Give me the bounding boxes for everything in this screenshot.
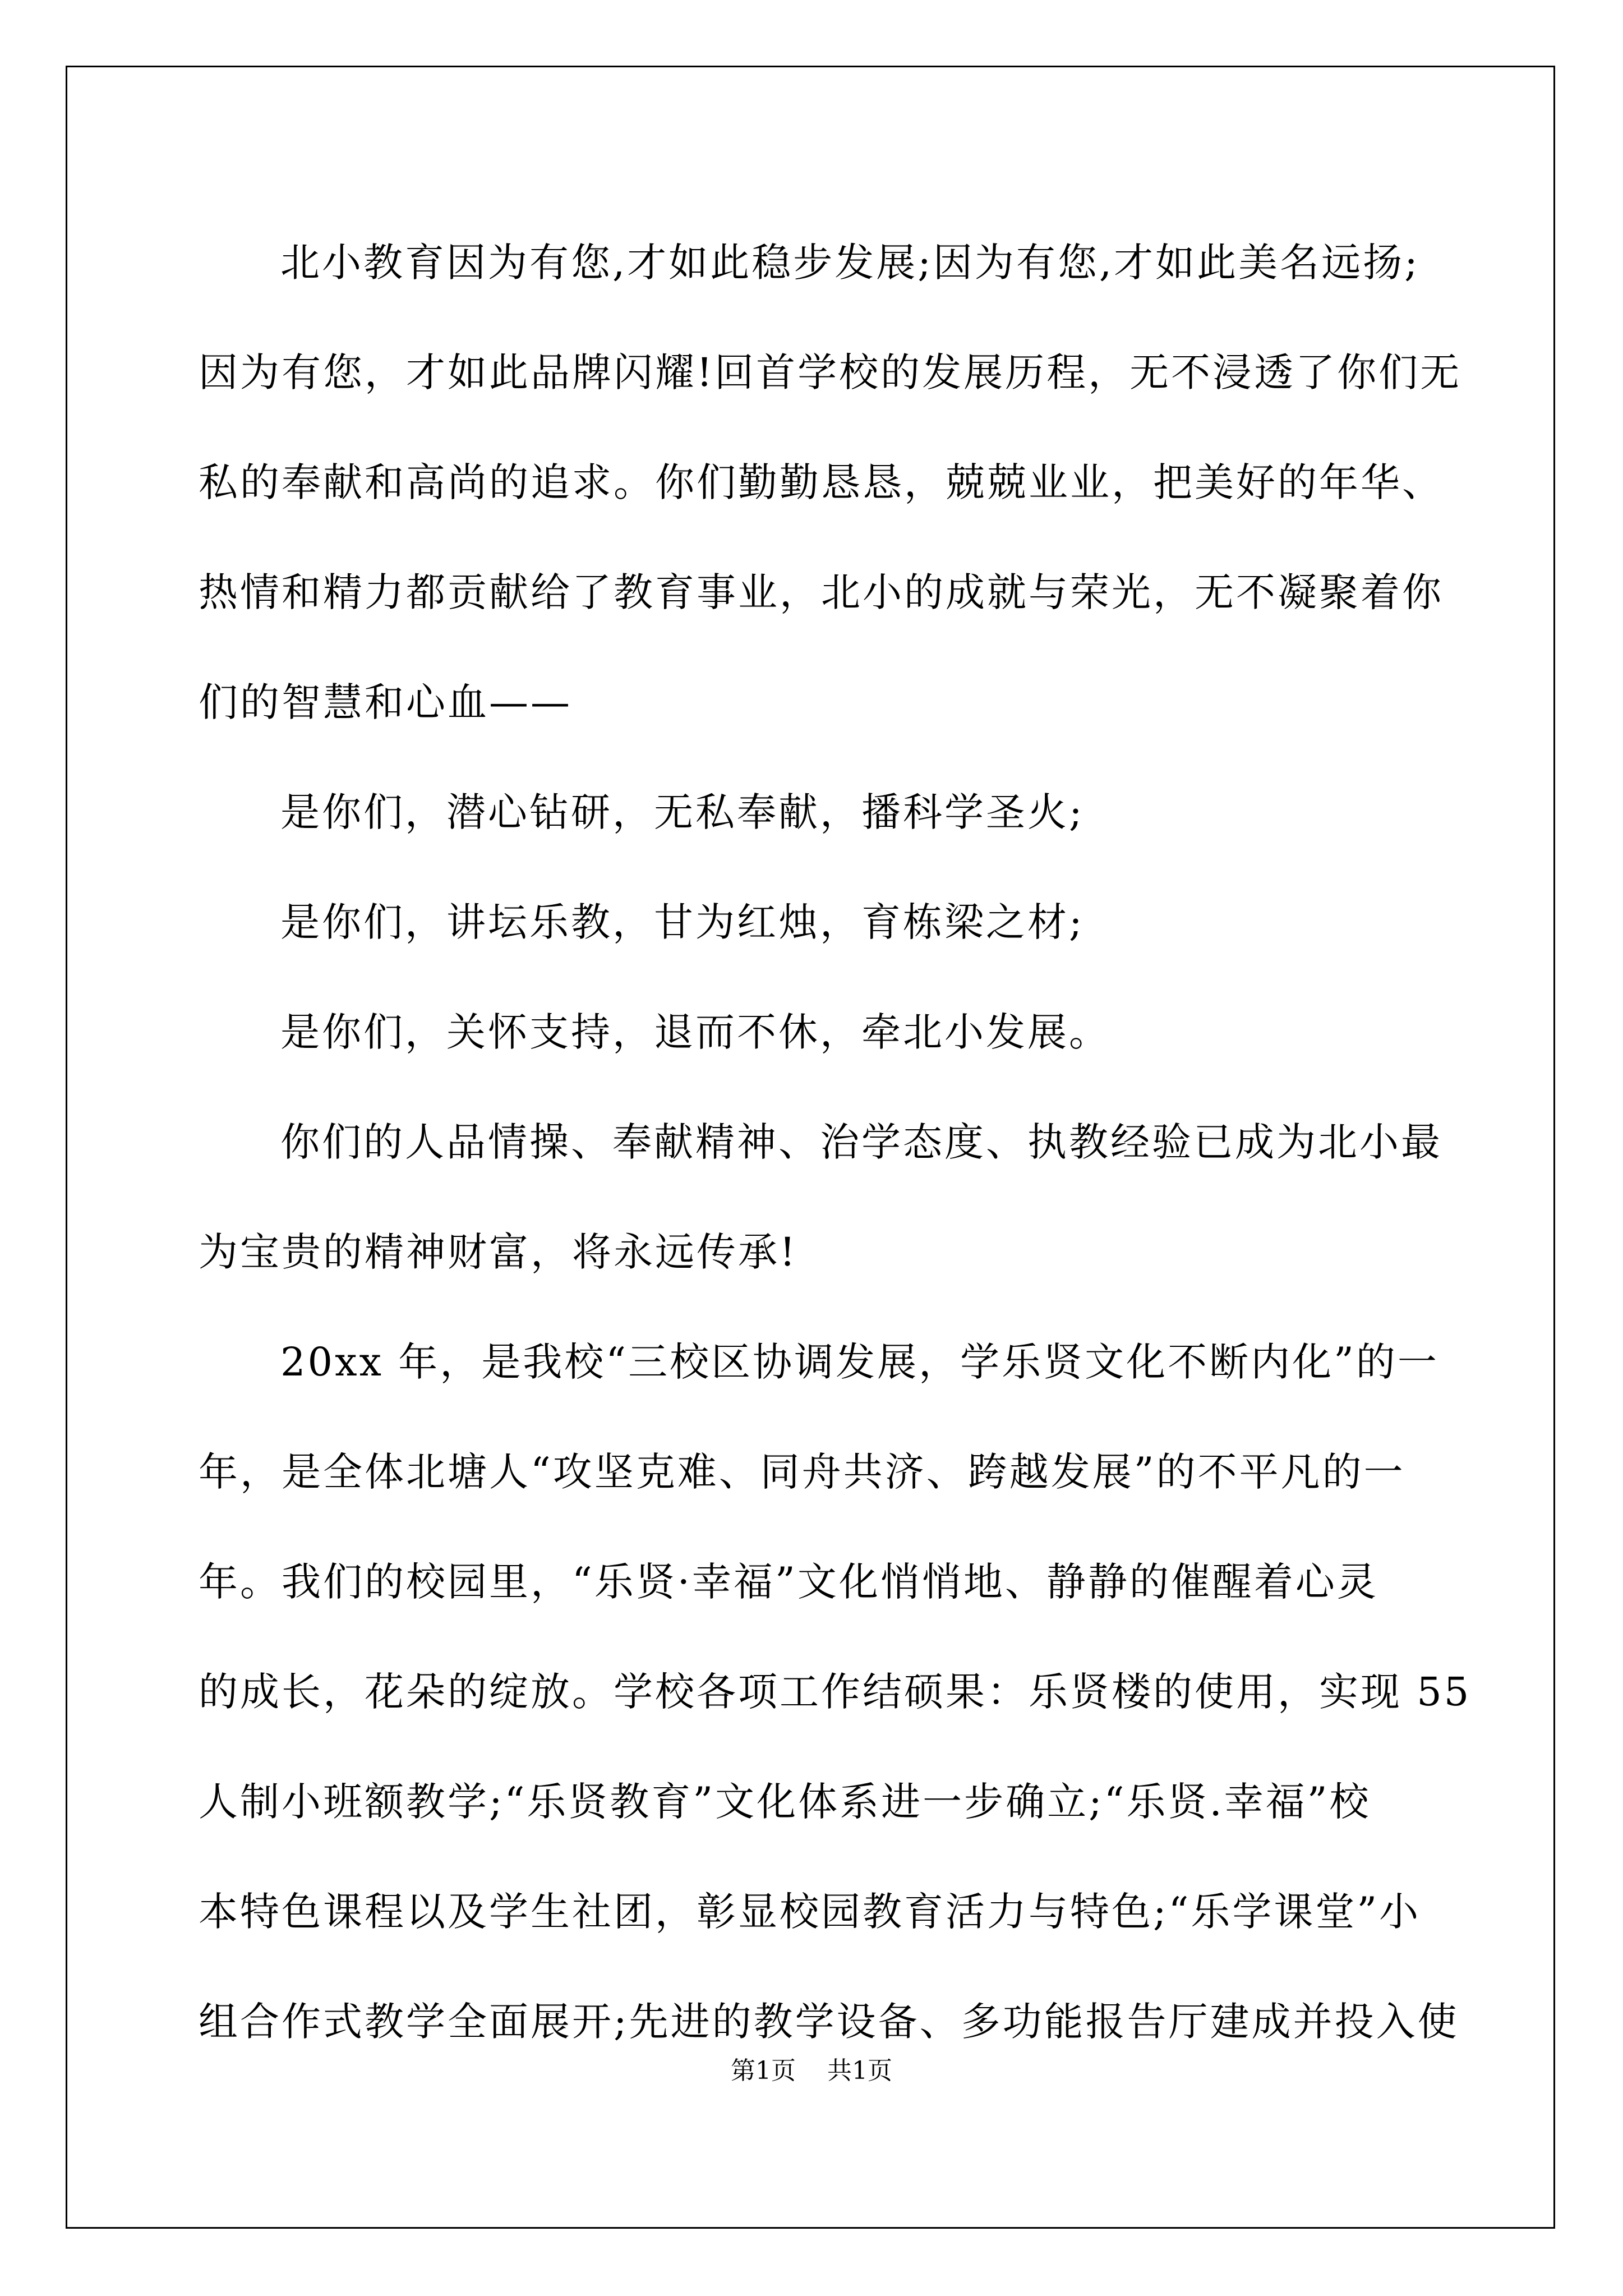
text-line: 人制小班额教学;“乐贤教育”文化体系进一步确立;“乐贤.幸福”校 [199,1779,1371,1825]
document-body [199,208,1472,2077]
text-line: 北小教育因为有您,才如此稳步发展;因为有您,才如此美名远扬; [280,240,1420,286]
text-line: 们的智慧和心血—— [199,679,572,725]
text-line: 年，是全体北塘人“攻坚克难、同舟共济、跨越发展”的不平凡的一 [199,1449,1405,1495]
text-line: 组合作式教学全面展开;先进的教学设备、多功能报告厅建成并投入使 [199,1999,1459,2045]
text-line: 热情和精力都贡献给了教育事业，北小的成就与荣光，无不凝聚着你 [199,569,1444,615]
text-line: 你们的人品情操、奉献精神、治学态度、执教经验已成为北小最 [280,1119,1442,1165]
text-line: 是你们，关怀支持，退而不休，牵北小发展。 [280,1009,1110,1055]
text-line: 的成长，花朵的绽放。学校各项工作结硕果：乐贤楼的使用，实现 55 [199,1669,1472,1715]
text-line: 为宝贵的精神财富，将永远传承! [199,1229,798,1275]
page-number-current: 第1页 [731,2056,796,2085]
text-line: 本特色课程以及学生社团，彰显校园教育活力与特色;“乐学课堂”小 [199,1889,1421,1935]
text-line: 是你们，讲坛乐教，甘为红烛，育栋梁之材; [280,899,1085,945]
text-line: 20xx 年，是我校“三校区协调发展，学乐贤文化不断内化”的一 [280,1339,1439,1385]
page-number-total: 共1页 [827,2056,892,2085]
text-line: 年。我们的校园里，“乐贤·幸福”文化悄悄地、静静的催醒着心灵 [199,1559,1378,1605]
text-line: 私的奉献和高尚的追求。你们勤勤恳恳，兢兢业业，把美好的年华、 [199,459,1444,505]
text-line: 因为有您，才如此品牌闪耀!回首学校的发展历程，无不浸透了你们无 [199,349,1462,395]
text-line: 是你们，潜心钻研，无私奉献，播科学圣火; [280,789,1085,835]
page-footer [0,2054,1623,2088]
